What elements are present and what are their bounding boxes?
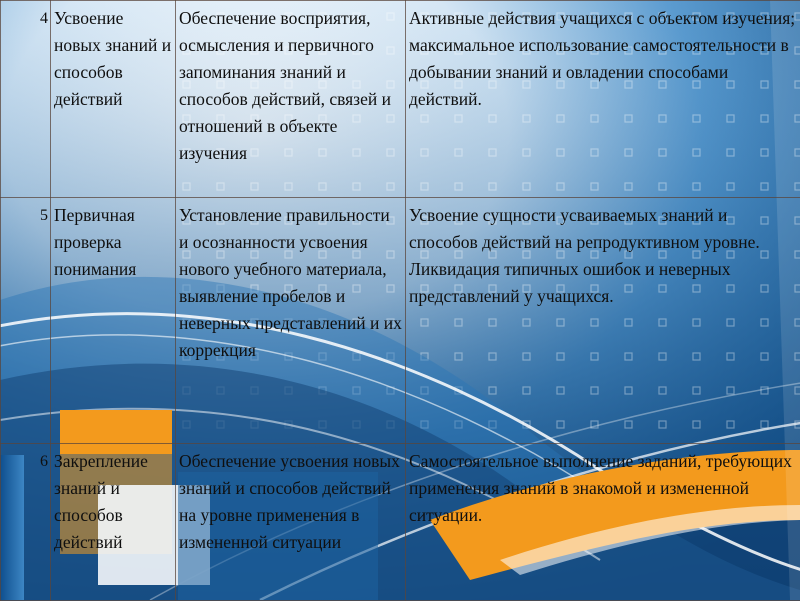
stage-name: Первичная проверка понимания [51,198,176,444]
stage-result: Активные действия учащихся с объектом изучения; максимальное использование самостоятельности в добывании знаний и овладении способами действий. [406,1,800,198]
stage-goal: Обеспечение усвоения новых знаний и способов действий на уровне применения в измененной ситуации [176,444,406,601]
table-row [1,1,800,198]
row-number: 4 [1,1,51,198]
stage-result: Самостоятельное выполнение заданий, требующих применения знаний в знакомой и измененной ситуации. [406,444,800,601]
stage-goal: Установление правильности и осознанности усвоения нового учебного материала, выявление пробелов и неверных представлений и их коррекция [176,198,406,444]
table-row [1,198,800,444]
stage-goal: Обеспечение восприятия, осмысления и первичного запоминания знаний и способов действий, связей и отношений в объекте изучения [176,1,406,198]
stage-result: Усвоение сущности усваиваемых знаний и способов действий на репродуктивном уровне. Ликвидация типичных ошибок и неверных представлений у учащихся. [406,198,800,444]
stage-name: Закрепление знаний и способов действий [51,444,176,601]
stage-name: Усвоение новых знаний и способов действий [51,1,176,198]
row-number: 6 [1,444,51,601]
table-row [1,444,800,601]
row-number: 5 [1,198,51,444]
